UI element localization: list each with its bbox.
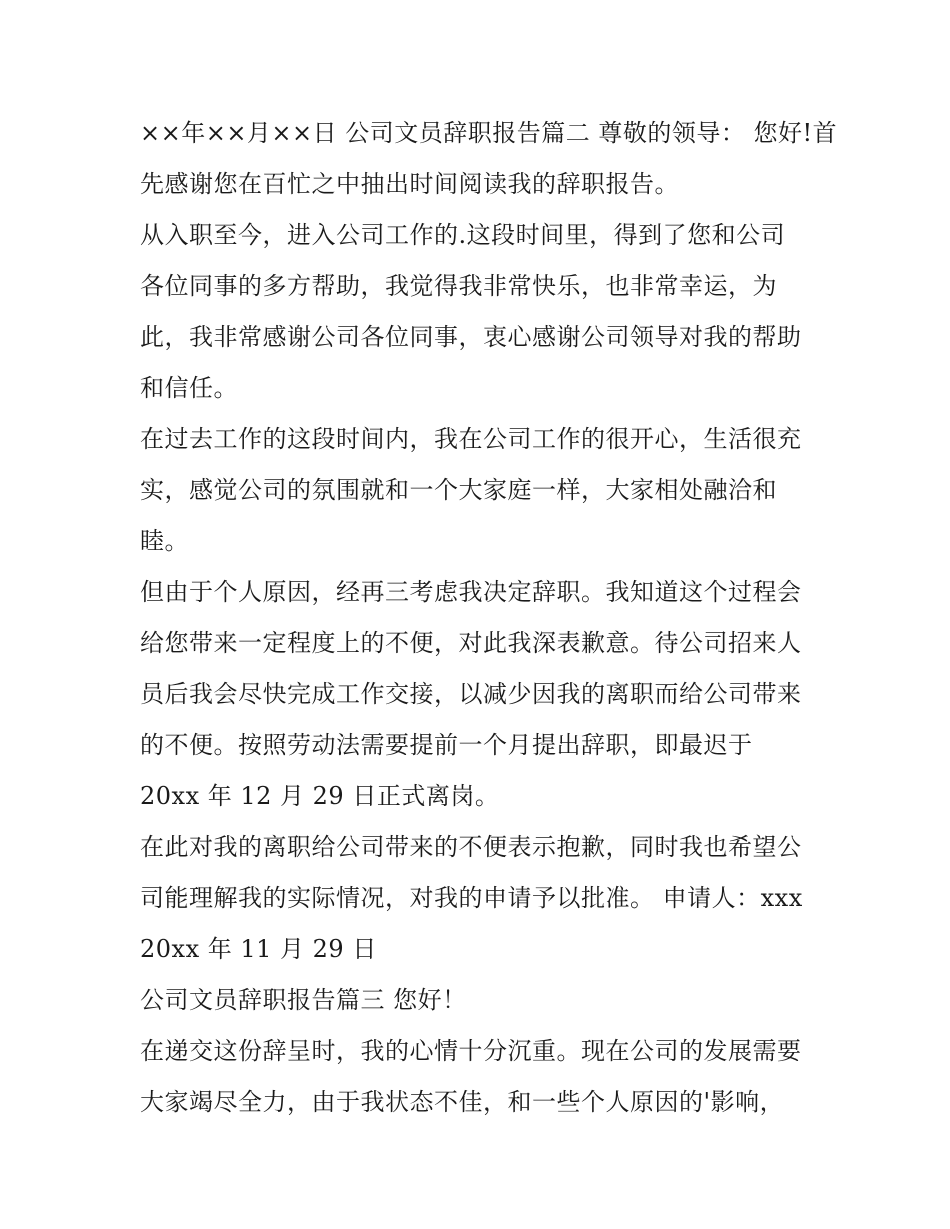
text-line: 在此对我的离职给公司带来的不便表示抱歉，同时我也希望公 [140,833,802,861]
text-line: 睦。 [140,527,189,555]
text-line: 20xx 年 11 月 29 日 [140,935,377,963]
text-line: 20xx 年 12 月 29 日正式离岗。 [140,782,500,810]
text-line: 在递交这份辞呈时，我的心情十分沉重。现在公司的发展需要 [140,1037,802,1065]
document-body [140,108,838,1128]
text-line: 从入职至今，进入公司工作的.这段时间里，得到了您和公司 [140,221,786,249]
text-line: 此，我非常感谢公司各位同事，衷心感谢公司领导对我的帮助 [140,323,802,351]
text-line: 司能理解我的实际情况，对我的申请予以批准。 申请人：xxx [140,884,803,912]
text-line: 先感谢您在百忙之中抽出时间阅读我的辞职报告。 [140,170,679,198]
text-line: 的不便。按照劳动法需要提前一个月提出辞职，即最迟于 [140,731,753,759]
text-line: 但由于个人原因，经再三考虑我决定辞职。我知道这个过程会 [140,578,802,606]
text-line: 给您带来一定程度上的不便，对此我深表歉意。待公司招来人 [140,629,802,657]
text-line: 员后我会尽快完成工作交接，以减少因我的离职而给公司带来 [140,680,802,708]
text-line: 公司文员辞职报告篇三 您好！ [140,986,467,1014]
text-line: 实，感觉公司的氛围就和一个大家庭一样，大家相处融洽和 [140,476,777,504]
text-line: 各位同事的多方帮助，我觉得我非常快乐，也非常幸运，为 [140,272,777,300]
text-line: 大家竭尽全力，由于我状态不佳，和一些个人原因的'影响， [140,1088,785,1116]
text-line: ××年××月××日 公司文员辞职报告篇二 尊敬的领导： 您好!首 [140,119,838,147]
text-line: 在过去工作的这段时间内，我在公司工作的很开心，生活很充 [140,425,802,453]
text-line: 和信任。 [140,374,238,402]
